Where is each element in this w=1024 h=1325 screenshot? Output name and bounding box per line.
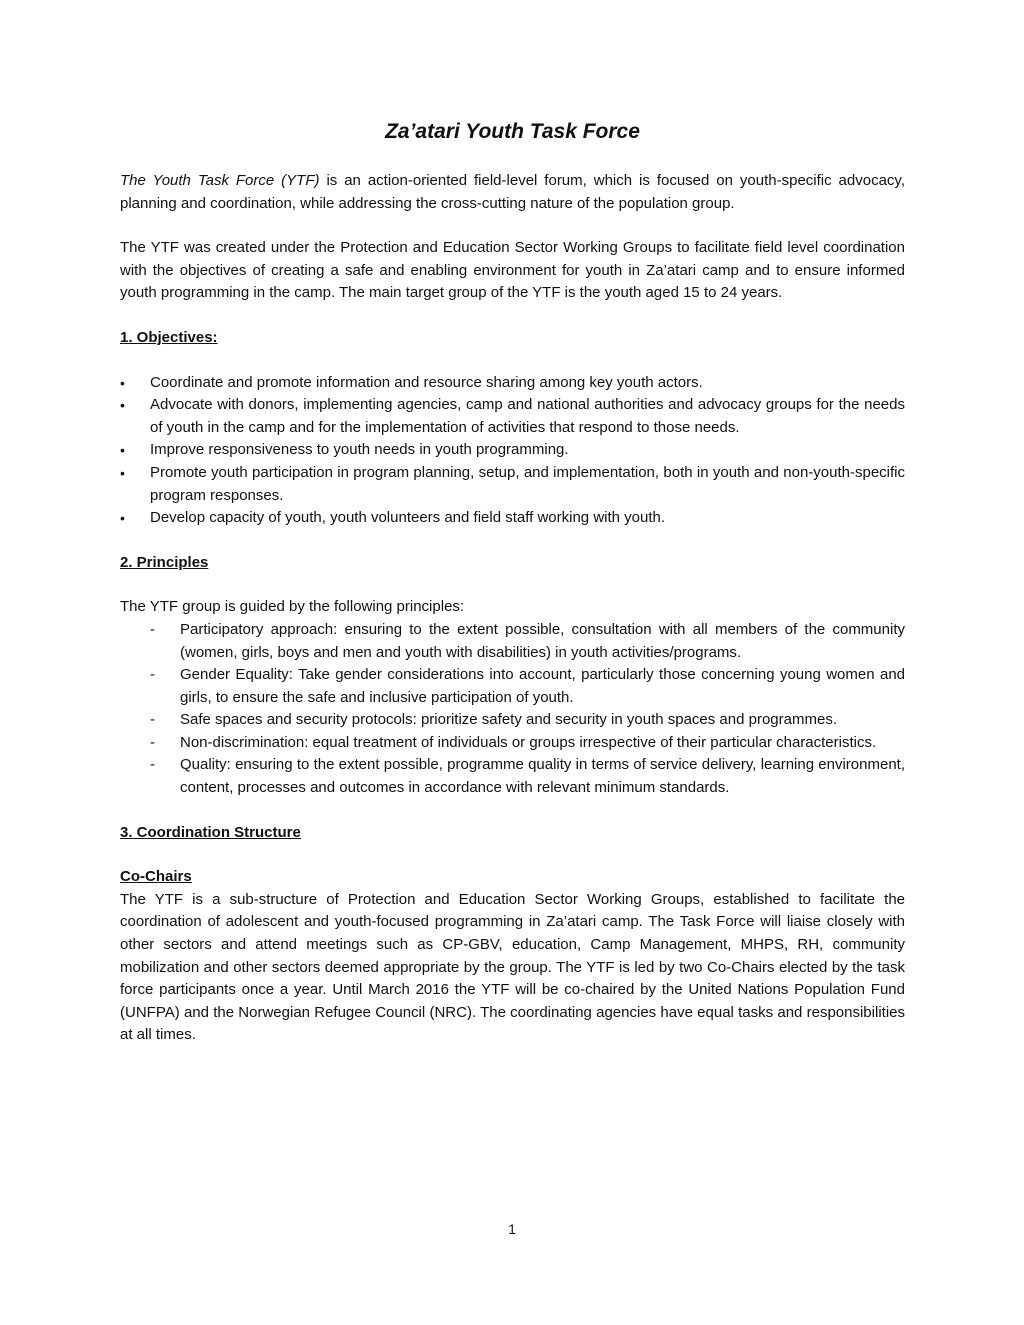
- list-item: [120, 394, 905, 439]
- list-item-text: Advocate with donors, implementing agencies, camp and national authorities and advocacy groups for the needs of youth in the camp and for the implementation of activities that respond to those needs.: [150, 396, 905, 436]
- list-item-text: Quality: ensuring to the extent possible, programme quality in terms of service delivery, learning environment, content, processes and outcomes in accordance with relevant minimum standards.: [180, 756, 905, 797]
- bullet-icon: •: [120, 510, 125, 527]
- intro-paragraph: [120, 170, 905, 215]
- list-item-text: Participatory approach: ensuring to the extent possible, consultation with all members of the community (women, girls, boys and men and youth with disabilities) in youth activities/programs.: [180, 620, 905, 661]
- list-item-text: Promote youth participation in program planning, setup, and implementation, both in youth and non-youth-specific program responses.: [150, 463, 905, 504]
- objectives-list: [120, 372, 905, 530]
- cochairs-heading: Co-Chairs: [120, 868, 192, 886]
- dash-icon: -: [150, 711, 155, 729]
- dash-icon: -: [150, 756, 155, 774]
- list-item: [150, 732, 905, 755]
- intro-text: is an action-oriented field-level forum, which is focused on youth-specific advocacy, planning and coordination, while addressing the cross-cutting nature of the population group.: [120, 172, 905, 212]
- list-item-text: Develop capacity of youth, youth volunteers and field staff working with youth.: [150, 509, 666, 527]
- list-item-text: Coordinate and promote information and resource sharing among key youth actors.: [150, 373, 703, 391]
- cochairs-paragraph: The YTF is a sub-structure of Protection and Education Sector Working Groups, established to facilitate the coordination of adolescent and youth-focused programming in Za’atari camp. The Task Force will liaise closely with other sectors and attend meetings such as CP-GBV, education, Camp Management, MHPS, RH, community mobilization and other sectors deemed appropriate by the group. The YTF is led by two Co-Chairs elected by the task force participants once a year. Until March 2016 the YTF will be co-chaired by the United Nations Population Fund (UNFPA) and the Norwegian Refugee Council (NRC). The coordinating agencies have equal tasks and responsibilities at all times.: [120, 890, 905, 1044]
- list-item: [150, 754, 905, 799]
- dash-icon: -: [150, 620, 155, 638]
- list-item-text: Gender Equality: Take gender considerations into account, particularly those concerning young women and girls, to ensure the safe and inclusive participation of youth.: [180, 666, 905, 706]
- list-item: [150, 709, 905, 732]
- intro-italic-lead: The Youth Task Force (YTF): [120, 172, 320, 189]
- list-item-text: Improve responsiveness to youth needs in youth programming.: [150, 441, 569, 459]
- page-number: 1: [508, 1221, 516, 1237]
- list-item: [120, 462, 905, 507]
- list-item: [150, 619, 905, 664]
- ytf-creation-paragraph: The YTF was created under the Protection and Education Sector Working Groups to facilitate field level coordination with the objectives of creating a safe and enabling environment for youth in Za’atari camp and to ensure informed youth programming in the camp. The main target group of the YTF is the youth aged 15 to 24 years.: [120, 239, 905, 302]
- principles-intro: The YTF group is guided by the following principles:: [120, 598, 465, 616]
- list-item: [120, 507, 905, 530]
- objectives-heading: 1. Objectives:: [120, 328, 218, 346]
- coordination-heading: 3. Coordination Structure: [120, 823, 301, 841]
- list-item: [150, 664, 905, 709]
- principles-list: [120, 619, 905, 800]
- bullet-icon: •: [120, 442, 125, 459]
- dash-icon: -: [150, 733, 155, 751]
- bullet-icon: •: [120, 374, 125, 391]
- document-page: [120, 118, 905, 1047]
- bullet-icon: •: [120, 464, 125, 481]
- list-item: [120, 372, 905, 395]
- principles-heading: 2. Principles: [120, 553, 209, 571]
- list-item: [120, 439, 905, 462]
- list-item-text: Non-discrimination: equal treatment of individuals or groups irrespective of their particular characteristics.: [180, 733, 877, 751]
- dash-icon: -: [150, 666, 155, 684]
- bullet-icon: •: [120, 397, 125, 414]
- list-item-text: Safe spaces and security protocols: prioritize safety and security in youth spaces and programmes.: [180, 711, 837, 729]
- document-title: Za’atari Youth Task Force: [385, 120, 640, 143]
